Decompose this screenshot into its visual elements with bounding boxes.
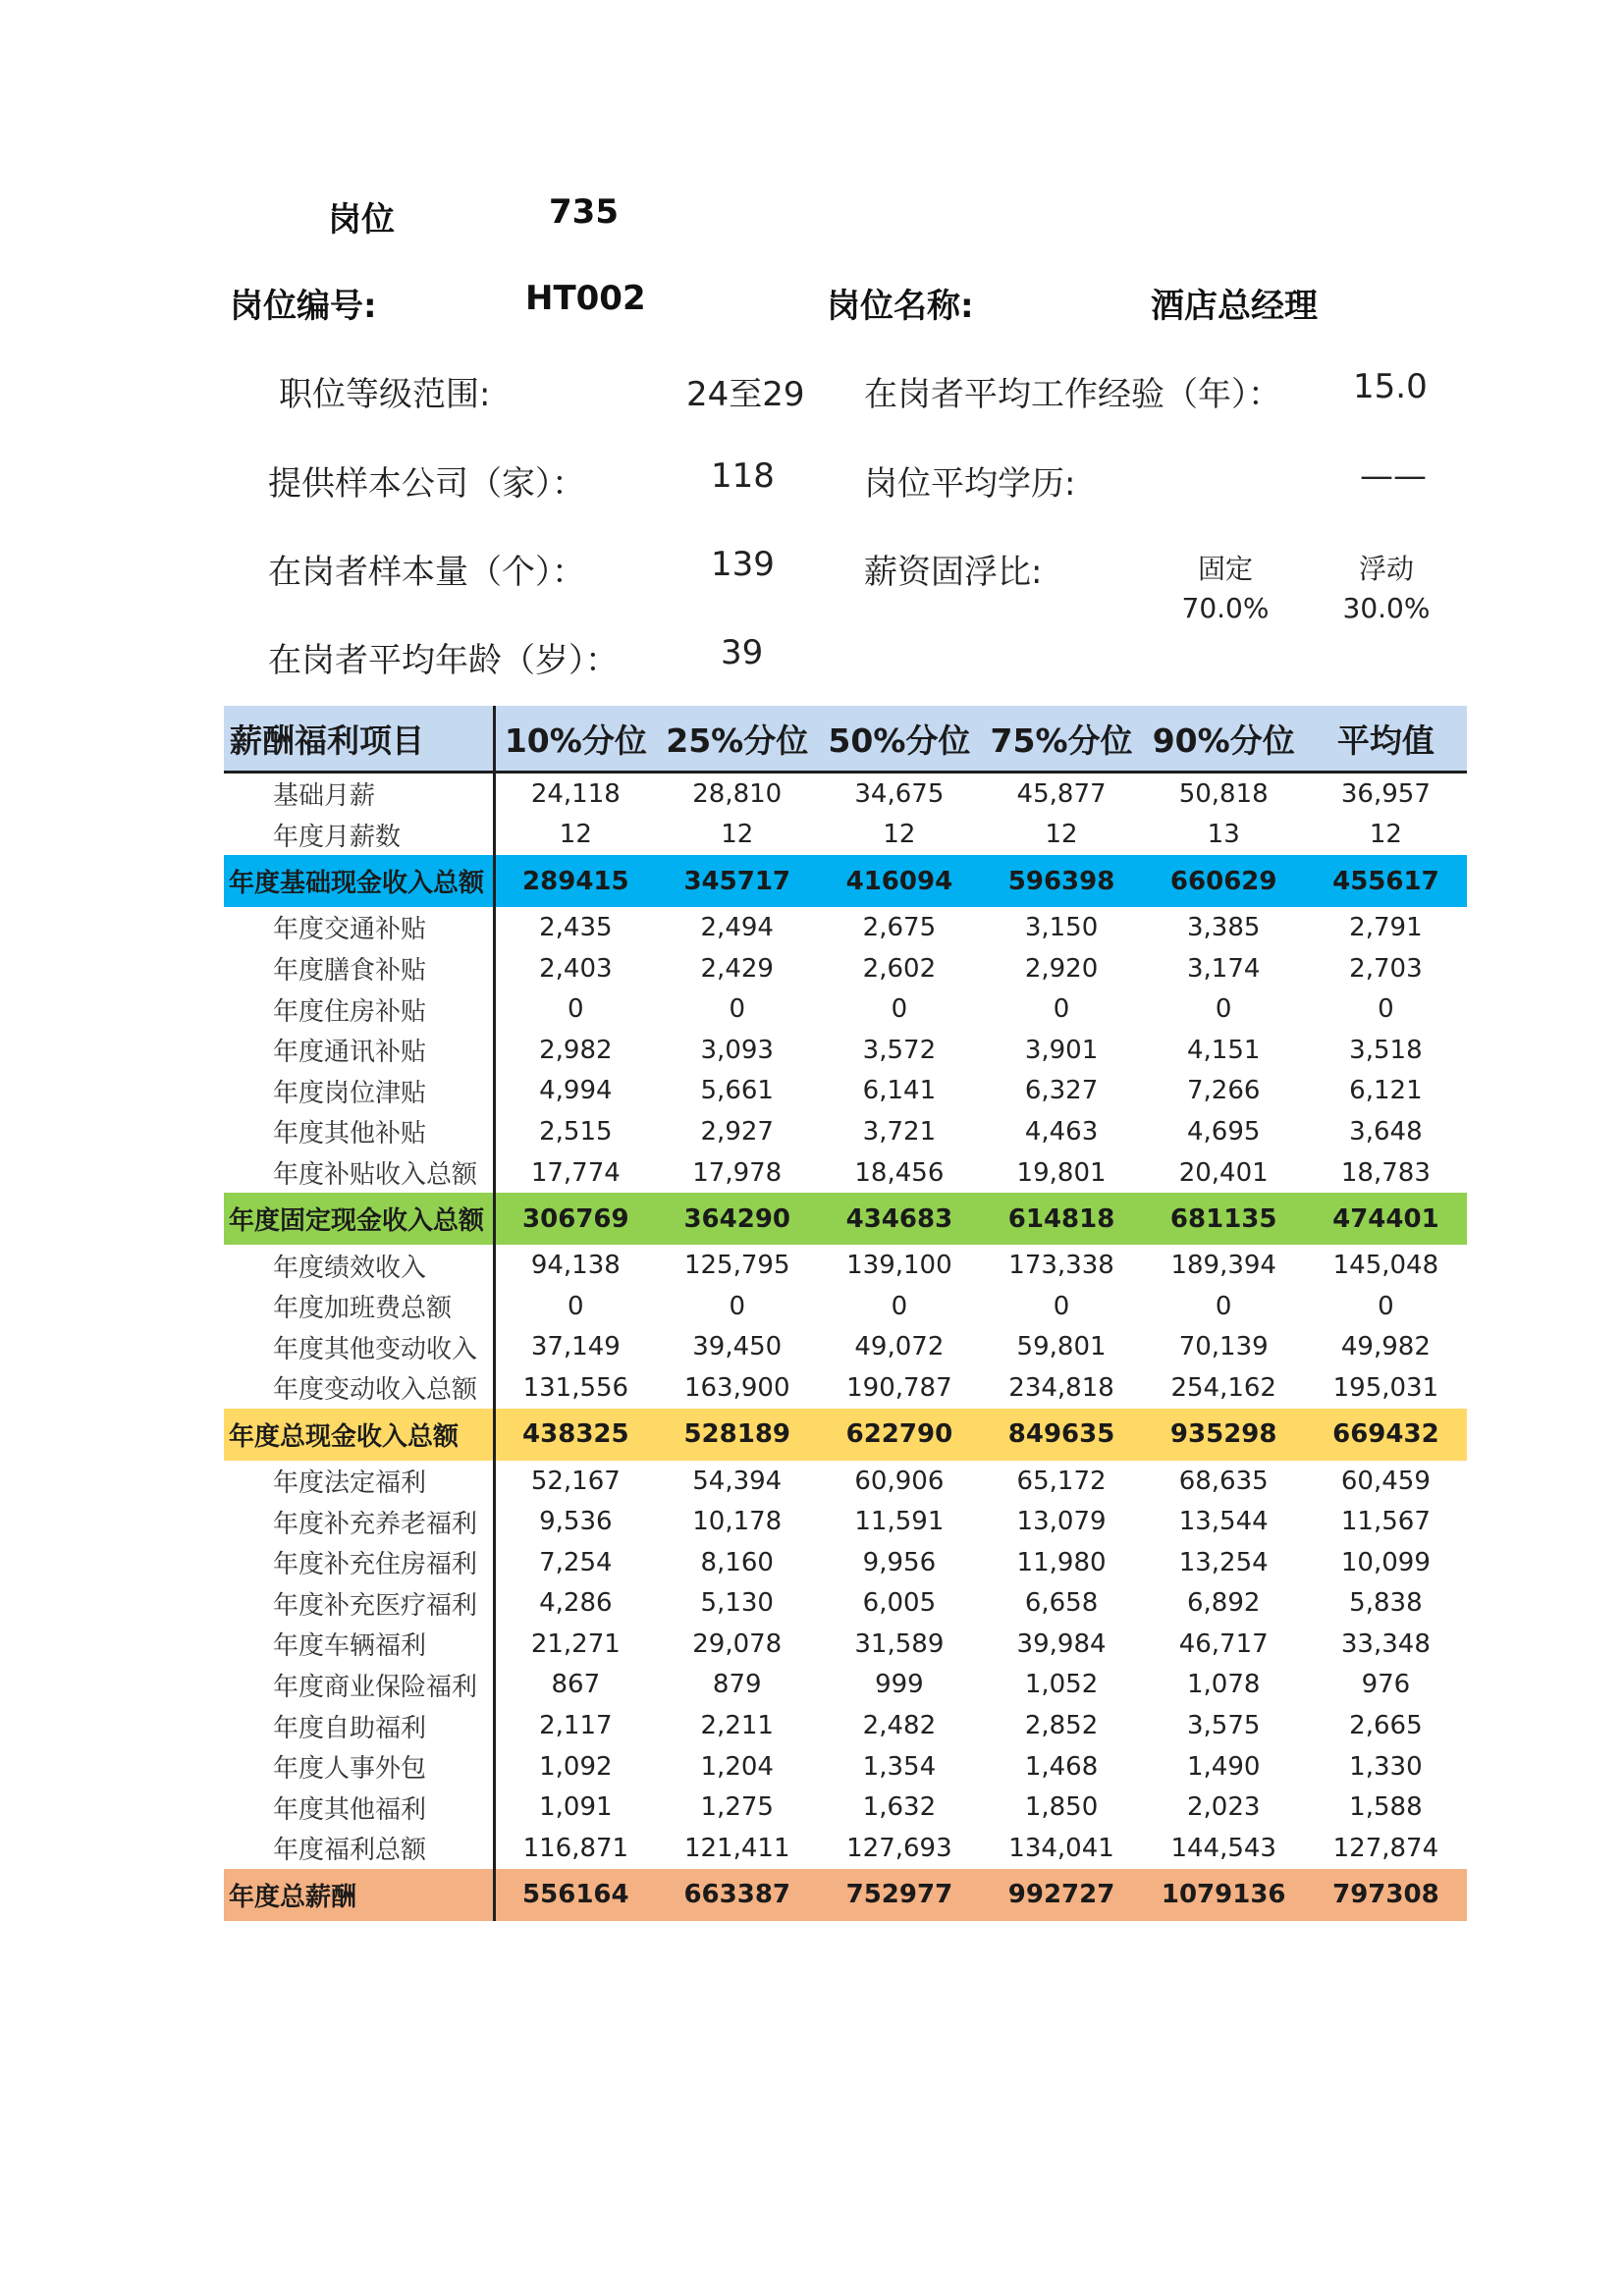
value-cell: 0 (1053, 994, 1070, 1025)
value-cell: 9,956 (862, 1547, 937, 1577)
table-row (224, 907, 1467, 948)
value-cell: 1,330 (1349, 1751, 1423, 1782)
column-header-item: 薪酬福利项目 (224, 706, 494, 773)
value-cell: 2,791 (1349, 912, 1423, 942)
row-label: 年度其他福利 (224, 1787, 494, 1828)
value-cell: 4,695 (1186, 1116, 1261, 1147)
value-cell: 2,023 (1186, 1792, 1261, 1823)
value-cell: 7,266 (1186, 1076, 1261, 1106)
row-label: 年度补充养老福利 (224, 1501, 494, 1542)
value-cell: 173,338 (1008, 1251, 1114, 1281)
row-label: 年度车辆福利 (224, 1624, 494, 1665)
row-label: 年度绩效收入 (224, 1245, 494, 1286)
value-cell: 28,810 (692, 778, 783, 809)
table-row (224, 1583, 1467, 1625)
fixed-ratio-label: 固定 (1197, 553, 1253, 585)
row-label: 年度通讯补贴 (224, 1030, 494, 1071)
value-cell: 1,632 (862, 1792, 937, 1823)
row-label: 年度自助福利 (224, 1705, 494, 1746)
value-cell: 195,031 (1332, 1372, 1439, 1403)
column-header-p25: 25%分位 (656, 706, 818, 773)
value-cell: 144,543 (1170, 1833, 1276, 1863)
row-label: 年度变动收入总额 (224, 1367, 494, 1409)
value-cell: 50,818 (1178, 778, 1269, 809)
row-label: 基础月薪 (224, 773, 494, 815)
value-cell: 39,450 (692, 1332, 783, 1362)
value-cell: 2,403 (539, 953, 613, 984)
value-cell: 660629 (1143, 855, 1305, 907)
value-cell: 4,994 (539, 1076, 613, 1106)
value-cell: 190,787 (846, 1372, 952, 1403)
row-label: 年度人事外包 (224, 1746, 494, 1788)
value-cell: 163,900 (683, 1372, 790, 1403)
value-cell: 1,588 (1349, 1792, 1423, 1823)
row-label: 年度住房补贴 (224, 988, 494, 1030)
value-cell: 2,665 (1349, 1711, 1423, 1741)
value-cell: 455617 (1305, 855, 1467, 907)
row-label: 年度法定福利 (224, 1461, 494, 1502)
fixed-ratio-value: 70.0% (1181, 592, 1270, 624)
column-header-average: 平均值 (1305, 706, 1467, 773)
value-cell: 669432 (1305, 1409, 1467, 1461)
value-cell: 18,783 (1340, 1157, 1431, 1188)
table-row (224, 815, 1467, 856)
column-header-p75: 75%分位 (980, 706, 1142, 773)
value-cell: 5,838 (1349, 1588, 1423, 1619)
pay-ratio-label: 薪资固浮比: (864, 553, 1043, 592)
table-row (224, 1542, 1467, 1583)
value-cell: 10,178 (692, 1507, 783, 1537)
value-cell: 556164 (494, 1869, 656, 1921)
value-cell: 59,801 (1016, 1332, 1107, 1362)
grade-range-label: 职位等级范围: (279, 375, 491, 414)
average-age-label: 在岗者平均年龄（岁）： (268, 641, 619, 680)
table-row (224, 1461, 1467, 1502)
value-cell: 139,100 (846, 1251, 952, 1281)
post-label: 岗位 (328, 200, 395, 240)
table-row (224, 948, 1467, 989)
value-cell: 596398 (980, 855, 1142, 907)
row-label: 年度总薪酬 (224, 1869, 494, 1921)
table-row (224, 1367, 1467, 1409)
post-value: 735 (549, 192, 619, 232)
value-cell: 5,130 (700, 1588, 774, 1619)
compensation-table (224, 706, 1467, 1921)
average-age-value: 39 (721, 633, 764, 672)
value-cell: 125,795 (683, 1251, 790, 1281)
value-cell: 49,982 (1340, 1332, 1431, 1362)
value-cell: 12 (1045, 820, 1078, 850)
value-cell: 17,774 (530, 1157, 621, 1188)
value-cell: 12 (559, 820, 592, 850)
table-header-row (224, 706, 1467, 773)
table-row (224, 1030, 1467, 1071)
value-cell: 6,005 (862, 1588, 937, 1619)
value-cell: 2,852 (1024, 1711, 1099, 1741)
value-cell: 0 (891, 994, 908, 1025)
row-label: 年度其他变动收入 (224, 1327, 494, 1368)
value-cell: 797308 (1305, 1869, 1467, 1921)
table-row (224, 1665, 1467, 1706)
value-cell: 234,818 (1008, 1372, 1114, 1403)
value-cell: 663387 (656, 1869, 818, 1921)
value-cell: 935298 (1143, 1409, 1305, 1461)
value-cell: 867 (551, 1670, 601, 1700)
value-cell: 1,092 (539, 1751, 613, 1782)
float-ratio-value: 30.0% (1342, 592, 1431, 624)
table-body (224, 773, 1467, 1921)
value-cell: 364290 (656, 1193, 818, 1245)
value-cell: 54,394 (692, 1466, 783, 1496)
value-cell: 6,327 (1024, 1076, 1099, 1106)
value-cell: 7,254 (539, 1547, 613, 1577)
experience-value: 15.0 (1353, 367, 1428, 406)
value-cell: 9,536 (539, 1507, 613, 1537)
value-cell: 131,556 (522, 1372, 629, 1403)
value-cell: 1,468 (1024, 1751, 1099, 1782)
value-cell: 20,401 (1178, 1157, 1269, 1188)
row-label: 年度加班费总额 (224, 1286, 494, 1327)
value-cell: 3,575 (1186, 1711, 1261, 1741)
value-cell: 70,139 (1178, 1332, 1269, 1362)
value-cell: 121,411 (683, 1833, 790, 1863)
value-cell: 849635 (980, 1409, 1142, 1461)
value-cell: 752977 (818, 1869, 980, 1921)
value-cell: 0 (729, 1291, 745, 1321)
value-cell: 528189 (656, 1409, 818, 1461)
value-cell: 12 (721, 820, 754, 850)
experience-label: 在岗者平均工作经验（年）： (864, 375, 1281, 414)
value-cell: 2,602 (862, 953, 937, 984)
value-cell: 10,099 (1340, 1547, 1431, 1577)
value-cell: 13,544 (1178, 1507, 1269, 1537)
value-cell: 4,463 (1024, 1116, 1099, 1147)
sample-companies-label: 提供样本公司（家）： (268, 464, 585, 504)
value-cell: 1,052 (1024, 1670, 1099, 1700)
table-summary-row (224, 1869, 1467, 1921)
row-label: 年度其他补贴 (224, 1111, 494, 1152)
value-cell: 6,658 (1024, 1588, 1099, 1619)
value-cell: 39,984 (1016, 1629, 1107, 1659)
value-cell: 13 (1207, 820, 1240, 850)
value-cell: 5,661 (700, 1076, 774, 1106)
value-cell: 0 (1378, 994, 1394, 1025)
grade-range-value: 24至29 (686, 375, 805, 414)
value-cell: 12 (883, 820, 916, 850)
value-cell: 3,901 (1024, 1035, 1099, 1065)
value-cell: 3,648 (1349, 1116, 1423, 1147)
row-label: 年度商业保险福利 (224, 1665, 494, 1706)
value-cell: 116,871 (522, 1833, 629, 1863)
value-cell: 189,394 (1170, 1251, 1276, 1281)
value-cell: 11,980 (1016, 1547, 1107, 1577)
row-label: 年度补贴收入总额 (224, 1152, 494, 1194)
value-cell: 2,429 (700, 953, 774, 984)
column-header-p90: 90%分位 (1143, 706, 1305, 773)
value-cell: 999 (875, 1670, 924, 1700)
value-cell: 6,892 (1186, 1588, 1261, 1619)
value-cell: 19,801 (1016, 1157, 1107, 1188)
value-cell: 65,172 (1016, 1466, 1107, 1496)
value-cell: 31,589 (854, 1629, 945, 1659)
row-label: 年度月薪数 (224, 815, 494, 856)
row-label: 年度岗位津贴 (224, 1071, 494, 1112)
float-ratio-label: 浮动 (1358, 553, 1414, 585)
sample-size-value: 139 (711, 545, 775, 584)
education-label: 岗位平均学历: (864, 464, 1076, 504)
table-row (224, 773, 1467, 815)
table-row (224, 1705, 1467, 1746)
table-summary-row (224, 1193, 1467, 1245)
value-cell: 416094 (818, 855, 980, 907)
value-cell: 60,459 (1340, 1466, 1431, 1496)
value-cell: 6,141 (862, 1076, 937, 1106)
value-cell: 3,721 (862, 1116, 937, 1147)
value-cell: 1,078 (1186, 1670, 1261, 1700)
value-cell: 17,978 (692, 1157, 783, 1188)
value-cell: 37,149 (530, 1332, 621, 1362)
value-cell: 11,567 (1340, 1507, 1431, 1537)
value-cell: 11,591 (854, 1507, 945, 1537)
value-cell: 13,254 (1178, 1547, 1269, 1577)
value-cell: 145,048 (1332, 1251, 1439, 1281)
value-cell: 2,703 (1349, 953, 1423, 984)
row-label: 年度总现金收入总额 (224, 1409, 494, 1461)
value-cell: 2,494 (700, 912, 774, 942)
value-cell: 34,675 (854, 778, 945, 809)
value-cell: 12 (1369, 820, 1402, 850)
value-cell: 134,041 (1008, 1833, 1114, 1863)
sample-companies-value: 118 (711, 456, 775, 496)
value-cell: 36,957 (1340, 778, 1431, 809)
value-cell: 992727 (980, 1869, 1142, 1921)
table-row (224, 1111, 1467, 1152)
value-cell: 127,874 (1332, 1833, 1439, 1863)
value-cell: 2,920 (1024, 953, 1099, 984)
value-cell: 127,693 (846, 1833, 952, 1863)
table-summary-row (224, 855, 1467, 907)
value-cell: 0 (568, 1291, 584, 1321)
value-cell: 1,850 (1024, 1792, 1099, 1823)
value-cell: 3,518 (1349, 1035, 1423, 1065)
value-cell: 29,078 (692, 1629, 783, 1659)
row-label: 年度膳食补贴 (224, 948, 494, 989)
table-row (224, 1746, 1467, 1788)
value-cell: 2,117 (539, 1711, 613, 1741)
value-cell: 18,456 (854, 1157, 945, 1188)
value-cell: 33,348 (1340, 1629, 1431, 1659)
table-row (224, 1286, 1467, 1327)
row-label: 年度交通补贴 (224, 907, 494, 948)
value-cell: 8,160 (700, 1547, 774, 1577)
education-value: —— (1360, 456, 1427, 496)
value-cell: 254,162 (1170, 1372, 1276, 1403)
table-row (224, 1327, 1467, 1368)
value-cell: 976 (1361, 1670, 1411, 1700)
value-cell: 434683 (818, 1193, 980, 1245)
value-cell: 52,167 (530, 1466, 621, 1496)
value-cell: 622790 (818, 1409, 980, 1461)
value-cell: 3,572 (862, 1035, 937, 1065)
value-cell: 24,118 (530, 778, 621, 809)
value-cell: 0 (729, 994, 745, 1025)
value-cell: 2,515 (539, 1116, 613, 1147)
post-name-label: 岗位名称: (827, 287, 974, 326)
value-cell: 0 (568, 994, 584, 1025)
value-cell: 3,150 (1024, 912, 1099, 942)
row-label: 年度基础现金收入总额 (224, 855, 494, 907)
value-cell: 3,385 (1186, 912, 1261, 942)
column-header-p10: 10%分位 (494, 706, 656, 773)
value-cell: 474401 (1305, 1193, 1467, 1245)
value-cell: 1079136 (1143, 1869, 1305, 1921)
value-cell: 2,482 (862, 1711, 937, 1741)
value-cell: 0 (1378, 1291, 1394, 1321)
table-row (224, 1787, 1467, 1828)
value-cell: 60,906 (854, 1466, 945, 1496)
value-cell: 2,675 (862, 912, 937, 942)
table-summary-row (224, 1409, 1467, 1461)
table-row (224, 1624, 1467, 1665)
value-cell: 0 (1215, 994, 1232, 1025)
value-cell: 45,877 (1016, 778, 1107, 809)
value-cell: 345717 (656, 855, 818, 907)
value-cell: 2,211 (700, 1711, 774, 1741)
row-label: 年度补充医疗福利 (224, 1583, 494, 1625)
table-row (224, 1245, 1467, 1286)
table-row (224, 1071, 1467, 1112)
value-cell: 2,435 (539, 912, 613, 942)
value-cell: 306769 (494, 1193, 656, 1245)
value-cell: 68,635 (1178, 1466, 1269, 1496)
post-code-value: HT002 (525, 279, 646, 318)
value-cell: 1,091 (539, 1792, 613, 1823)
value-cell: 1,490 (1186, 1751, 1261, 1782)
row-label: 年度固定现金收入总额 (224, 1193, 494, 1245)
value-cell: 289415 (494, 855, 656, 907)
value-cell: 46,717 (1178, 1629, 1269, 1659)
value-cell: 1,204 (700, 1751, 774, 1782)
value-cell: 0 (1215, 1291, 1232, 1321)
post-code-label: 岗位编号: (230, 287, 377, 326)
value-cell: 4,286 (539, 1588, 613, 1619)
value-cell: 1,354 (862, 1751, 937, 1782)
value-cell: 3,174 (1186, 953, 1261, 984)
value-cell: 21,271 (530, 1629, 621, 1659)
value-cell: 13,079 (1016, 1507, 1107, 1537)
value-cell: 614818 (980, 1193, 1142, 1245)
value-cell: 2,982 (539, 1035, 613, 1065)
value-cell: 49,072 (854, 1332, 945, 1362)
value-cell: 438325 (494, 1409, 656, 1461)
row-label: 年度补充住房福利 (224, 1542, 494, 1583)
value-cell: 6,121 (1349, 1076, 1423, 1106)
value-cell: 94,138 (530, 1251, 621, 1281)
row-label: 年度福利总额 (224, 1828, 494, 1869)
value-cell: 2,927 (700, 1116, 774, 1147)
sample-size-label: 在岗者样本量（个）： (268, 553, 585, 592)
table-row (224, 1828, 1467, 1869)
value-cell: 1,275 (700, 1792, 774, 1823)
table-row (224, 988, 1467, 1030)
value-cell: 879 (712, 1670, 762, 1700)
value-cell: 4,151 (1186, 1035, 1261, 1065)
value-cell: 3,093 (700, 1035, 774, 1065)
post-name-value: 酒店总经理 (1151, 287, 1318, 326)
column-header-p50: 50%分位 (818, 706, 980, 773)
value-cell: 0 (1053, 1291, 1070, 1321)
value-cell: 0 (891, 1291, 908, 1321)
value-cell: 681135 (1143, 1193, 1305, 1245)
table-row (224, 1152, 1467, 1194)
table-row (224, 1501, 1467, 1542)
